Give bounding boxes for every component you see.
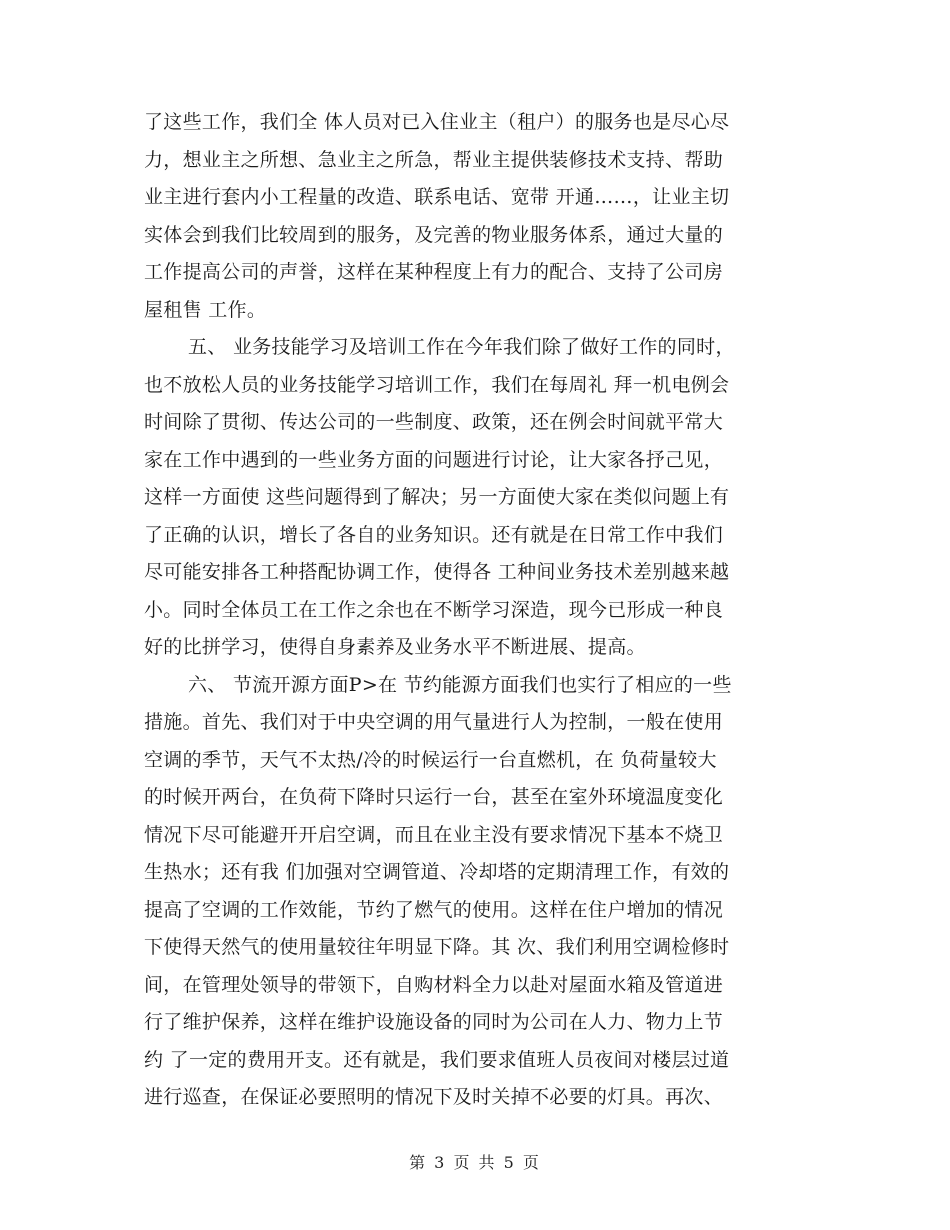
text-line: 提高了空调的工作效能，节约了燃气的使用。这样在住户增加的情况: [144, 898, 724, 921]
text-line: 措施。首先、我们对于中央空调的用气量进行人为控制，一般在使用: [144, 711, 724, 733]
text-line: 也不放松人员的业务技能学习培训工作，我们在每周礼 拜一机电例会: [144, 373, 730, 396]
text-line: 力，想业主之所想、急业主之所急，帮业主提供装修技术支持、帮助: [144, 148, 724, 171]
text-line: 时间除了贯彻、传达公司的一些制度、政策，还在例会时间就平常大: [144, 411, 724, 433]
text-line: 约 了一定的费用开支。还有就是，我们要求值班人员夜间对楼层过道: [144, 1048, 730, 1071]
section-heading-line: 五、 业务技能学习及培训工作在今年我们除了做好工作的同时，: [188, 336, 735, 358]
text-line: 进行巡查，在保证必要照明的情况下及时关掉不必要的灯具。再次、: [144, 1086, 724, 1108]
text-line: 间，在管理处领导的带领下，自购材料全力以赴对屋面水箱及管道进: [144, 973, 724, 996]
text-line: 的时候开两台，在负荷下降时只运行一台，甚至在室外环境温度变化: [144, 786, 724, 808]
text-line: 生热水；还有我 们加强对空调管道、冷却塔的定期清理工作，有效的: [144, 861, 730, 883]
text-line: 家在工作中遇到的一些业务方面的问题进行讨论，让大家各抒己见，: [144, 448, 724, 471]
text-line: 情况下尽可能避开开启空调，而且在业主没有要求情况下基本不烧卫: [144, 823, 724, 846]
text-line: 尽可能安排各工种搭配协调工作，使得各 工种间业务技术差别越来越: [144, 561, 730, 583]
body-text: [144, 104, 800, 1117]
text-line: 屋租售 工作。: [144, 298, 267, 321]
text-line: 行了维护保养，这样在维护设施设备的同时为公司在人力、物力上节: [144, 1011, 724, 1033]
page-number-footer: 第 3 页 共 5 页: [409, 1153, 541, 1172]
text-line: 空调的季节，天气不太热/冷的时候运行一台直燃机，在 负荷量较大: [144, 748, 717, 771]
text-line: 了正确的认识，增长了各自的业务知识。还有就是在日常工作中我们: [144, 523, 724, 546]
section-heading-line: 六、 节流开源方面P>在 节约能源方面我们也实行了相应的一些: [188, 673, 732, 696]
text-line: 小。同时全体员工在工作之余也在不断学习深造，现今已形成一种良: [144, 598, 724, 621]
text-line: 了这些工作，我们全 体人员对已入住业主（租户）的服务也是尽心尽: [144, 111, 730, 133]
text-line: 这样一方面使 这些问题得到了解决；另一方面使大家在类似问题上有: [144, 486, 730, 508]
text-line: 工作提高公司的声誉，这样在某种程度上有力的配合、支持了公司房: [144, 261, 724, 283]
text-line: 下使得天然气的使用量较往年明显下降。其 次、我们利用空调检修时: [144, 936, 730, 958]
text-line: 好的比拼学习，使得自身素养及业务水平不断进展、提高。: [144, 636, 646, 658]
text-line: 业主进行套内小工程量的改造、联系电话、宽带 开通……，让业主切: [144, 186, 730, 208]
text-line: 实体会到我们比较周到的服务，及完善的物业服务体系，通过大量的: [144, 223, 724, 246]
